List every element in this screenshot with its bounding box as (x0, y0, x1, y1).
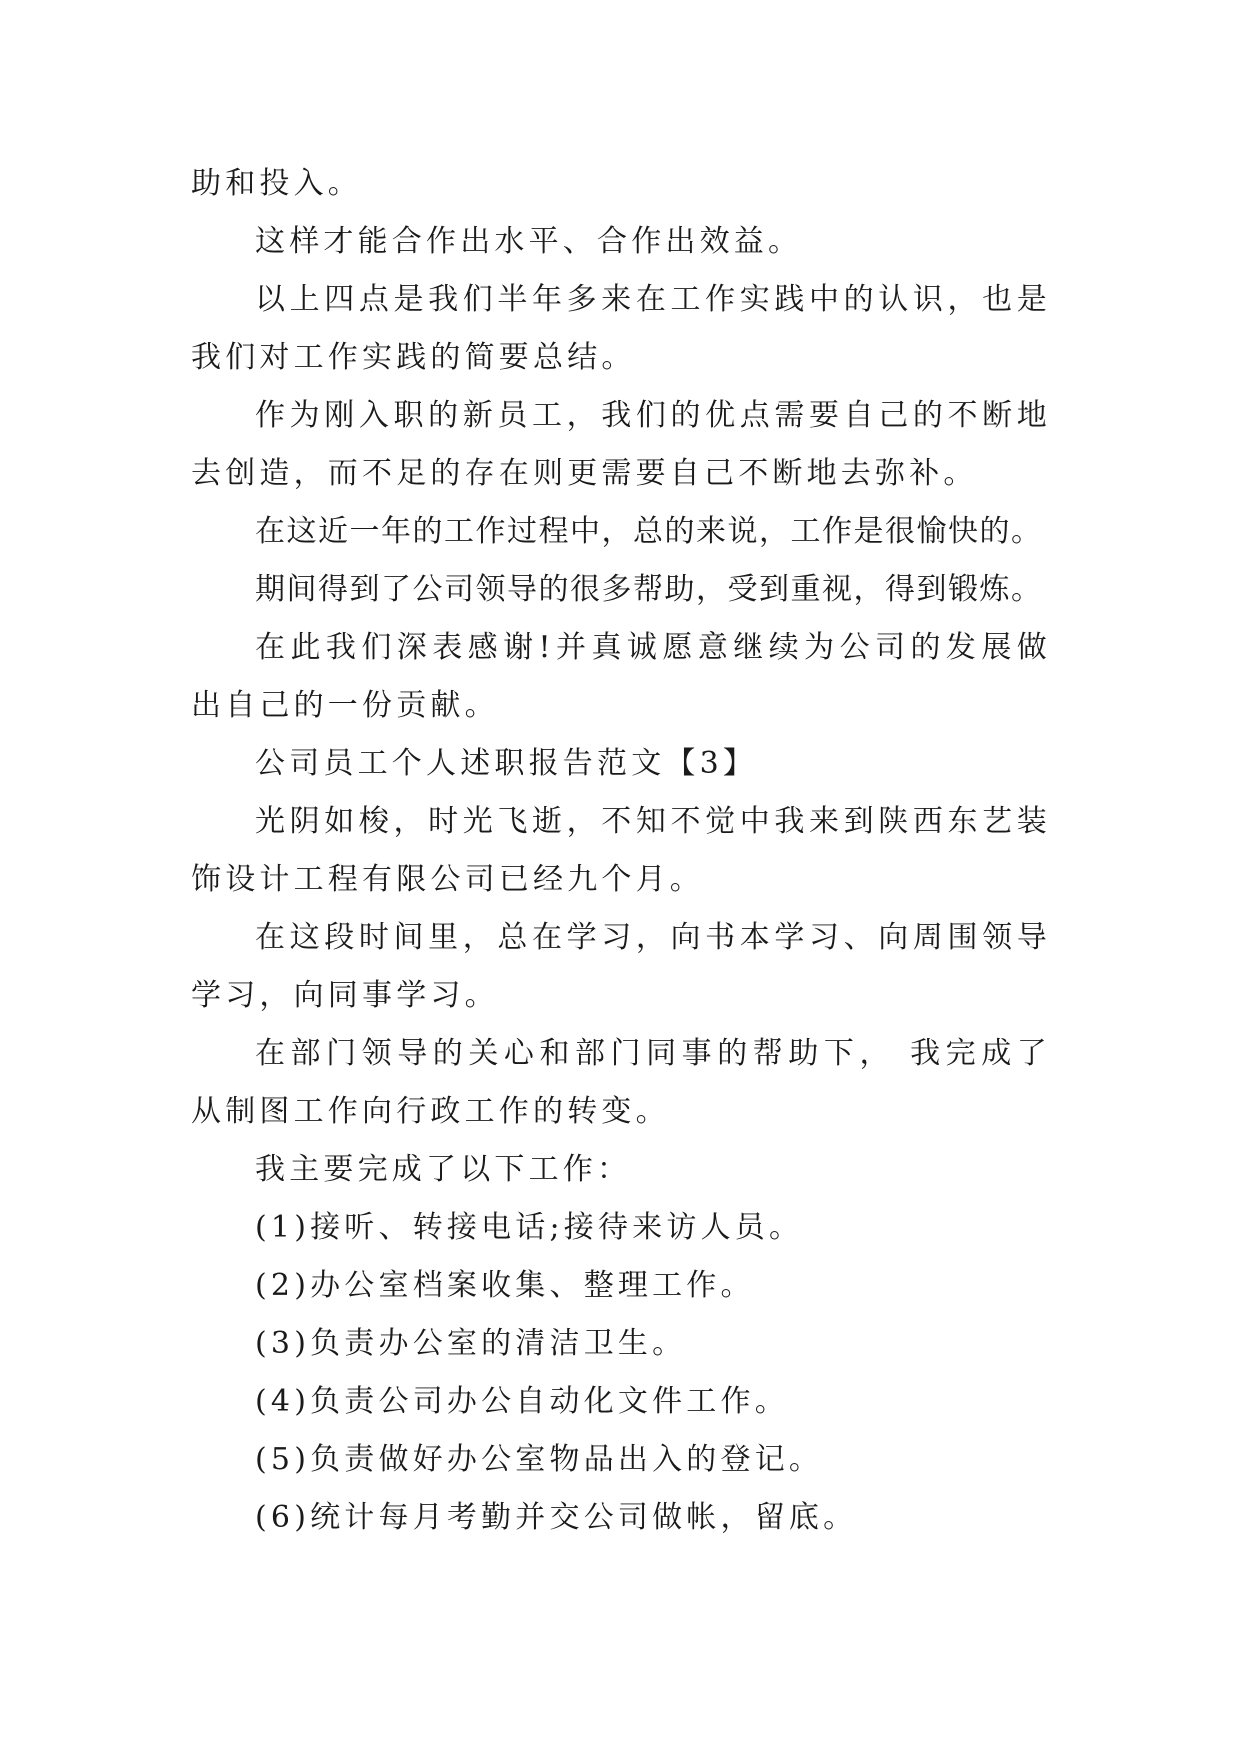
list-item-5: (5)负责做好办公室物品出入的登记。 (255, 1442, 824, 1477)
list-item-1: (1)接听、转接电话;接待来访人员。 (255, 1210, 804, 1245)
list-item-4: (4)负责公司办公自动化文件工作。 (255, 1384, 789, 1419)
paragraph-4: 作为刚入职的新员工，我们的优点需要自己的不断地去创造，而不足的存在则更需要自己不断地去弥补。 (191, 398, 1051, 491)
paragraph-11: 在部门领导的关心和部门同事的帮助下， 我完成了从制图工作向行政工作的转变。 (191, 1036, 1051, 1129)
paragraph-10: 在这段时间里，总在学习，向书本学习、向周围领导学习，向同事学习。 (191, 920, 1051, 1013)
paragraph-1: 助和投入。 (191, 166, 362, 201)
paragraph-2: 这样才能合作出水平、合作出效益。 (255, 224, 803, 259)
paragraph-6: 期间得到了公司领导的很多帮助，受到重视，得到锻炼。 (255, 572, 1043, 607)
paragraph-3: 以上四点是我们半年多来在工作实践中的认识，也是我们对工作实践的简要总结。 (191, 282, 1051, 375)
paragraph-5: 在这近一年的工作过程中，总的来说，工作是很愉快的。 (255, 514, 1043, 549)
paragraph-9: 光阴如梭，时光飞逝，不知不觉中我来到陕西东艺装饰设计工程有限公司已经九个月。 (191, 804, 1051, 897)
list-item-6: (6)统计每月考勤并交公司做帐，留底。 (255, 1500, 858, 1535)
paragraph-7: 在此我们深表感谢!并真诚愿意继续为公司的发展做出自己的一份贡献。 (191, 630, 1051, 723)
paragraph-12: 我主要完成了以下工作： (255, 1152, 632, 1187)
document-body (191, 155, 1051, 1547)
list-item-2: (2)办公室档案收集、整理工作。 (255, 1268, 755, 1303)
section-heading: 公司员工个人述职报告范文【3】 (255, 746, 758, 781)
list-item-3: (3)负责办公室的清洁卫生。 (255, 1326, 687, 1361)
